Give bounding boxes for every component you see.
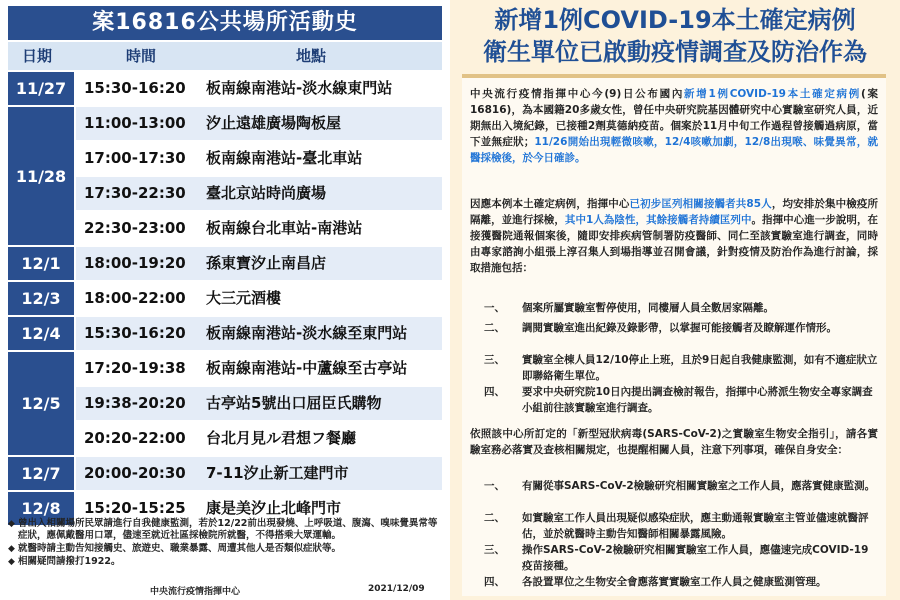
diamond-bullet-icon: ◆ [8,544,15,554]
paragraph-text: (案16816)，為本國籍20多歲女性，曾任中央研究院基因體研究中心實驗室研究人員，近期無出入境紀錄，已接種2劑莫德納疫苗。個案於11月中旬工作過程曾接觸過病原，當下並無症狀； [470,88,878,148]
row-time: 15:30-16:20 [84,79,186,97]
row-location: 古亭站5號出口屈臣氏購物 [206,394,382,412]
headline [450,4,900,68]
list-text: 調閱實驗室進出紀錄及錄影帶，以掌握可能接觸者及瞭解運作情形。 [522,322,837,334]
note-text: 相關疑問請撥打1922。 [18,556,121,567]
table-row [76,457,442,490]
table-header [8,42,442,70]
headline-line-1: 新增1例COVID-19本土確定病例 [494,6,856,34]
activity-history-title: 案16816公共場所活動史 [8,6,442,40]
press-release-panel [450,0,900,600]
row-time: 17:20-19:38 [84,359,186,377]
diamond-bullet-icon: ◆ [8,557,15,567]
row-location: 台北月見ル君想フ餐廳 [206,429,357,447]
row-time: 20:00-20:30 [84,464,186,482]
note-item [8,543,444,555]
row-location: 7-11汐止新工建門市 [206,464,349,482]
diamond-bullet-icon: ◆ [8,519,15,529]
table-row [76,212,442,245]
list-item [470,510,878,542]
date-cell: 12/1 [8,247,74,280]
press-release-body [462,74,886,596]
row-time: 18:00-19:20 [84,254,186,272]
row-time: 22:30-23:00 [84,219,186,237]
note-item [8,518,444,542]
table-row [76,352,442,385]
row-location: 板南線南港站-淡水線東門站 [206,79,393,97]
table-row [76,422,442,455]
list-number: 一、 [484,302,505,314]
row-location: 大三元酒樓 [206,289,282,307]
list-text: 操作SARS-CoV-2檢驗研究相關實驗室工作人員，應儘速完成COVID-19疫苗接種。 [522,544,869,572]
footer-date: 2021/12/09 [368,584,425,594]
list-number: 二、 [484,512,505,524]
list-number: 三、 [484,354,505,366]
row-location: 板南線南港站-淡水線至東門站 [206,324,408,342]
notes [8,518,444,569]
header-location: 地點 [296,47,327,65]
highlighted-text: 11/26開始出現輕微咳嗽，12/4咳嗽加劇，12/8出現喉、味覺異常，就醫採檢後，於今日確診。 [470,136,878,164]
footer-organization: 中央流行疫情指揮中心 [150,587,241,597]
list-text: 有關從事SARS-CoV-2檢驗研究相關實驗室之工作人員，應落實健康監測。 [522,480,876,492]
table-row [76,317,442,350]
list-text: 要求中央研究院10日內提出調查檢討報告，指揮中心將派生物安全專家調查小組前往該實驗室進行調查。 [522,386,873,414]
paragraph-text: 因應本例本土確定病例，指揮中心 [470,198,630,210]
list-number: 四、 [484,576,505,588]
row-location: 孫東寶汐止南昌店 [206,254,327,272]
paragraph-text: 。指揮中心進一步說明，在接獲醫院通報個案後，隨即安排疾病管制署防疫醫師、同仁至該實驗室進行調查，同時由專家諮詢小組張上淳召集人到場指導並召開會議，針對疫情及防治作為進行討論，採取措施包括： [470,214,879,274]
row-time: 11:00-13:00 [84,114,186,132]
activity-history-panel [0,0,448,600]
list-item [470,300,878,316]
note-text: 曾出入相關場所民眾請進行自我健康監測，若於12/22前出現發燒、上呼吸道、腹瀉、嗅味覺異常等症狀，應佩戴醫用口罩，儘速至就近社區採檢院所就醫，不得搭乘大眾運輸。 [18,518,438,541]
list-item [470,352,878,384]
row-location: 板南線南港站-中蘆線至古亭站 [206,359,408,377]
date-cell: 12/7 [8,457,74,490]
row-time: 15:30-16:20 [84,324,186,342]
list-text: 實驗室全棟人員12/10停止上班，且於9日起自我健康監測，如有不適症狀立即聯絡衛生單位。 [522,354,878,382]
list-item [470,574,878,590]
list-text: 個案所屬實驗室暫停使用，同樓層人員全數居家隔離。 [522,302,774,314]
headline-line-2: 衛生單位已啟動疫情調查及防治作為 [483,38,867,66]
highlighted-text: 新增1例COVID-19本土確定病例 [684,88,861,100]
list-text: 各設置單位之生物安全會應落實實驗室工作人員之健康監測管理。 [522,576,827,588]
list-item [470,478,878,494]
table-row [76,387,442,420]
row-location: 臺北京站時尚廣場 [206,184,327,202]
date-cell: 12/3 [8,282,74,315]
activity-table [8,72,442,518]
list-number: 二、 [484,322,505,334]
row-location: 汐止遠雄廣場陶板屋 [206,114,342,132]
row-location: 板南線南港站-臺北車站 [206,149,363,167]
paragraph-2 [470,196,878,276]
list-number: 三、 [484,544,505,556]
list-number: 一、 [484,480,505,492]
list-item [470,542,878,574]
row-location: 板南線台北車站-南港站 [206,219,363,237]
header-time: 時間 [126,47,157,65]
row-time: 19:38-20:20 [84,394,186,412]
table-row [76,72,442,105]
paragraph-1 [470,86,878,166]
list-text: 如實驗室工作人員出現疑似感染症狀，應主動通報實驗室主管並儘速就醫評估，並於就醫時主動告知醫師相關暴露風險。 [522,512,869,540]
paragraph-text: 中央流行疫情指揮中心今(9)日公布國內 [470,88,685,100]
paragraph-text: ，均安排於集中檢疫所隔離，並進行採檢， [470,198,878,226]
date-cell: 12/8 [8,492,74,525]
date-cell: 12/4 [8,317,74,350]
date-cell: 11/28 [8,107,74,245]
row-location: 康是美汐止北峰門市 [206,499,342,517]
table-row [76,247,442,280]
table-row [76,107,442,140]
note-item [8,556,444,568]
table-row [76,142,442,175]
date-cell: 12/5 [8,352,74,455]
date-cell: 11/27 [8,72,74,105]
header-date: 日期 [22,47,53,65]
paragraph-3: 依照該中心所訂定的「新型冠狀病毒(SARS-CoV-2)之實驗室生物安全指引」，請各實驗室務必落實及查核相關規定，也提醒相關人員，注意下列事項，確保自身安全： [470,428,878,456]
highlighted-text: 其中1人為陰性，其餘接觸者持續匡列中 [564,214,752,226]
row-time: 20:20-22:00 [84,429,186,447]
list-number: 四、 [484,386,505,398]
table-row [76,282,442,315]
row-time: 15:20-15:25 [84,499,186,517]
table-row [76,177,442,210]
note-text: 就醫時請主動告知接觸史、旅遊史、職業暴露、周遭其他人是否類似症狀等。 [18,543,342,554]
row-time: 18:00-22:00 [84,289,186,307]
row-time: 17:00-17:30 [84,149,186,167]
row-time: 17:30-22:30 [84,184,186,202]
list-item [470,384,878,416]
list-item [470,320,878,336]
highlighted-text: 已初步匡列相關接觸者共85人 [629,198,772,210]
